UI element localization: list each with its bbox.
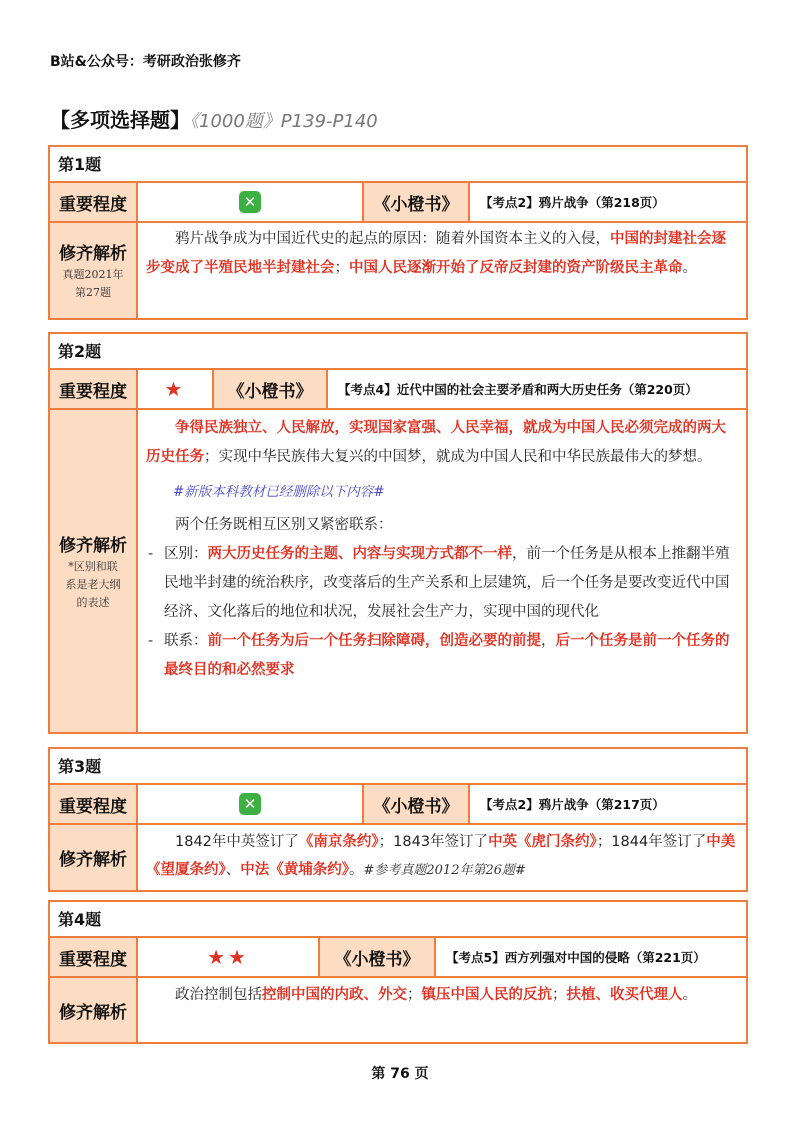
analysis-row <box>50 223 746 318</box>
kaodian-label: 【考点2】鸦片战争（第218页） <box>480 195 665 210</box>
section-title <box>50 104 378 133</box>
importance-label: 重要程度 <box>50 785 138 823</box>
kaodian-label: 【考点5】西方列强对中国的侵略（第221页） <box>446 950 706 965</box>
importance-label: 重要程度 <box>50 370 138 408</box>
source-header: B站&公众号：考研政治张修齐 <box>50 54 241 70</box>
analysis-note: 真题2021年 第27题 <box>62 268 124 299</box>
importance-cell <box>138 370 214 408</box>
analysis-label <box>50 825 138 890</box>
analysis-label <box>50 410 138 732</box>
book-label: 《小橙书》 <box>364 785 470 823</box>
analysis-label <box>50 223 138 318</box>
question-title: 第4题 <box>50 902 746 938</box>
analysis-row <box>50 978 746 1042</box>
analysis-row <box>50 410 746 732</box>
x-mark-icon: ✕ <box>239 191 261 213</box>
analysis-text: 政治控制包括控制中国的内政、外交；镇压中国人民的反抗；扶植、收买代理人。 <box>175 987 697 1003</box>
question-2-card <box>48 332 748 734</box>
page-number: 第 76 页 <box>371 1066 429 1082</box>
importance-row <box>50 370 746 410</box>
section-ref: 《1000题》P139-P140 <box>190 111 378 132</box>
analysis-label <box>50 978 138 1042</box>
question-3-card <box>48 747 748 892</box>
analysis-label-text: 修齐解析 <box>59 850 127 870</box>
analysis-row <box>50 825 746 890</box>
book-label: 《小橙书》 <box>214 370 328 408</box>
question-4-card <box>48 900 748 1044</box>
question-title: 第3题 <box>50 749 746 785</box>
star-icon: ★ <box>164 377 186 401</box>
analysis-text: 争得民族独立、人民解放，实现国家富强、人民幸福，就成为中国人民必须完成的两大历史任务；实现中华民族伟大复兴的中国梦，就成为中国人民和中华民族最伟大的梦想。 #新版本科教材已经删除以下内容# 两个任务既相互区别又紧密联系： - 区别：两大历史任务的主题、内容与实现方式都不一样，前一个任务是从根本上推翻半殖民地半封建的统治秩序，改变落后的生产关系和上层建筑，后一个任务是要改变近代中国经济、文化落后的地位和状况，发展社会生产力，实现中国的现代化 - 联系：前一个任务为后一个任务扫除障碍，创造必要的前提，后一个任务是前一个任务的最终目的和必然要求 <box>138 410 746 732</box>
analysis-label-text: 修齐解析 <box>59 244 127 264</box>
importance-label: 重要程度 <box>50 183 138 221</box>
analysis-label-text: 修齐解析 <box>59 535 127 556</box>
section-type: 【多项选择题】 <box>50 108 190 132</box>
analysis-label-text: 修齐解析 <box>59 1002 127 1023</box>
analysis-note: *区别和联 系是老大纲 的表述 <box>65 559 121 609</box>
importance-cell <box>138 785 364 823</box>
book-label: 《小橙书》 <box>364 183 470 221</box>
star-icon: ★★ <box>207 945 249 969</box>
importance-row <box>50 938 746 978</box>
analysis-text: 1842年中英签订了《南京条约》；1843年签订了中英《虎门条约》；1844年签订了中美《望厦条约》、中法《黄埔条约》。#参考真题2012年第26题# <box>146 834 736 878</box>
analysis-text: 鸦片战争成为中国近代史的起点的原因：随着外国资本主义的入侵，中国的封建社会逐步变成了半殖民地半封建社会；中国人民逐渐开始了反帝反封建的资产阶级民主革命。 <box>146 231 726 276</box>
deleted-content-note: #新版本科教材已经删除以下内容# <box>173 484 385 500</box>
question-title: 第2题 <box>50 334 746 370</box>
list-item: - 联系：前一个任务为后一个任务扫除障碍，创造必要的前提，后一个任务是前一个任务的最终目的和必然要求 <box>146 627 740 685</box>
question-title: 第1题 <box>50 147 746 183</box>
importance-row <box>50 785 746 825</box>
importance-cell <box>138 183 364 221</box>
importance-row <box>50 183 746 223</box>
importance-cell <box>138 938 320 976</box>
kaodian-label: 【考点4】近代中国的社会主要矛盾和两大历史任务（第220页） <box>338 382 698 397</box>
list-item: - 区别：两大历史任务的主题、内容与实现方式都不一样，前一个任务是从根本上推翻半殖民地半封建的统治秩序，改变落后的生产关系和上层建筑，后一个任务是要改变近代中国经济、文化落后的地位和状况，发展社会生产力，实现中国的现代化 <box>146 540 740 627</box>
importance-label: 重要程度 <box>50 938 138 976</box>
exam-reference-note: #参考真题2012年第26题# <box>363 863 526 878</box>
kaodian-label: 【考点2】鸦片战争（第217页） <box>480 797 665 812</box>
question-1-card <box>48 145 748 320</box>
book-label: 《小橙书》 <box>320 938 436 976</box>
x-mark-icon: ✕ <box>239 793 261 815</box>
